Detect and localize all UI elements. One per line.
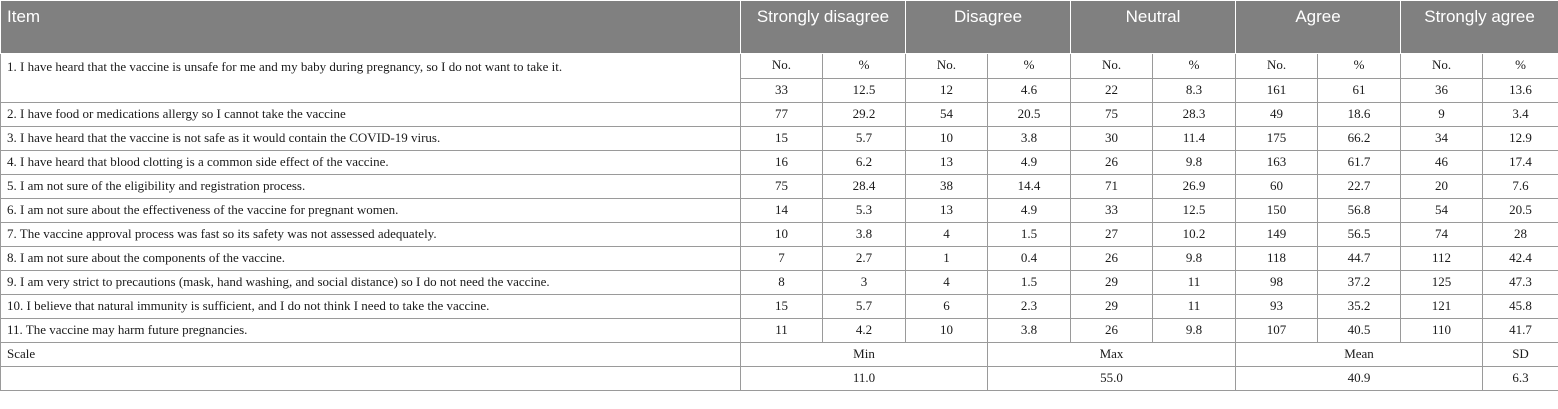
scale-value-row bbox=[1, 367, 1558, 391]
row-item-label: 5. I am not sure of the eligibility and registration process. bbox=[1, 175, 741, 199]
subheader-no: No. bbox=[1236, 54, 1318, 79]
header-row bbox=[1, 1, 1558, 54]
cell-value: 11 bbox=[1153, 295, 1236, 319]
cell-value: 110 bbox=[1401, 319, 1483, 343]
cell-value: 150 bbox=[1236, 199, 1318, 223]
cell-value: 37.2 bbox=[1318, 271, 1401, 295]
cell-value: 22 bbox=[1071, 78, 1153, 103]
cell-value: 36 bbox=[1401, 78, 1483, 103]
subheader-pct: % bbox=[823, 54, 906, 79]
cell-value: 28.4 bbox=[823, 175, 906, 199]
cell-value: 4.9 bbox=[988, 151, 1071, 175]
cell-value: 125 bbox=[1401, 271, 1483, 295]
cell-value: 38 bbox=[906, 175, 988, 199]
cell-value: 11 bbox=[1153, 271, 1236, 295]
cell-value: 15 bbox=[741, 295, 823, 319]
cell-value: 54 bbox=[906, 103, 988, 127]
cell-value: 6.2 bbox=[823, 151, 906, 175]
cell-value: 15 bbox=[741, 127, 823, 151]
cell-value: 77 bbox=[741, 103, 823, 127]
cell-value: 56.8 bbox=[1318, 199, 1401, 223]
cell-value: 4.6 bbox=[988, 78, 1071, 103]
scale-label: Scale bbox=[1, 343, 741, 367]
cell-value: 27 bbox=[1071, 223, 1153, 247]
cell-value: 45.8 bbox=[1483, 295, 1558, 319]
table-row bbox=[1, 199, 1558, 223]
row-item-label: 9. I am very strict to precautions (mask, hand washing, and social distance) so I do not need the vaccine. bbox=[1, 271, 741, 295]
cell-value: 20.5 bbox=[1483, 199, 1558, 223]
cell-value: 12.9 bbox=[1483, 127, 1558, 151]
cell-value: 28.3 bbox=[1153, 103, 1236, 127]
cell-value: 41.7 bbox=[1483, 319, 1558, 343]
cell-value: 12.5 bbox=[1153, 199, 1236, 223]
subheader-no: No. bbox=[906, 54, 988, 79]
cell-value: 163 bbox=[1236, 151, 1318, 175]
cell-value: 3.8 bbox=[988, 319, 1071, 343]
cell-value: 13 bbox=[906, 151, 988, 175]
table-row bbox=[1, 247, 1558, 271]
cell-value: 0.4 bbox=[988, 247, 1071, 271]
row-item-label: 6. I am not sure about the effectiveness of the vaccine for pregnant women. bbox=[1, 199, 741, 223]
cell-value: 2.3 bbox=[988, 295, 1071, 319]
cell-value: 7 bbox=[741, 247, 823, 271]
cell-value: 44.7 bbox=[1318, 247, 1401, 271]
cell-value: 93 bbox=[1236, 295, 1318, 319]
row-item-label: 3. I have heard that the vaccine is not safe as it would contain the COVID-19 virus. bbox=[1, 127, 741, 151]
cell-value: 74 bbox=[1401, 223, 1483, 247]
header-neutral: Neutral bbox=[1071, 1, 1236, 54]
cell-value: 121 bbox=[1401, 295, 1483, 319]
table-row bbox=[1, 295, 1558, 319]
cell-value: 161 bbox=[1236, 78, 1318, 103]
scale-mean-label: Mean bbox=[1236, 343, 1483, 367]
subheader-pct: % bbox=[1153, 54, 1236, 79]
scale-label-row bbox=[1, 343, 1558, 367]
cell-value: 9 bbox=[1401, 103, 1483, 127]
subheader-no: No. bbox=[1071, 54, 1153, 79]
subheader-no: No. bbox=[1401, 54, 1483, 79]
cell-value: 33 bbox=[1071, 199, 1153, 223]
cell-value: 5.3 bbox=[823, 199, 906, 223]
cell-value: 29 bbox=[1071, 295, 1153, 319]
cell-value: 2.7 bbox=[823, 247, 906, 271]
cell-value: 66.2 bbox=[1318, 127, 1401, 151]
cell-value: 10.2 bbox=[1153, 223, 1236, 247]
cell-value: 20 bbox=[1401, 175, 1483, 199]
cell-value: 14.4 bbox=[988, 175, 1071, 199]
cell-value: 61.7 bbox=[1318, 151, 1401, 175]
cell-value: 9.8 bbox=[1153, 247, 1236, 271]
cell-value: 107 bbox=[1236, 319, 1318, 343]
cell-value: 33 bbox=[741, 78, 823, 103]
subheader-pct: % bbox=[1483, 54, 1558, 79]
cell-value: 17.4 bbox=[1483, 151, 1558, 175]
cell-value: 54 bbox=[1401, 199, 1483, 223]
cell-value: 49 bbox=[1236, 103, 1318, 127]
cell-value: 118 bbox=[1236, 247, 1318, 271]
cell-value: 18.6 bbox=[1318, 103, 1401, 127]
scale-max-value: 55.0 bbox=[988, 367, 1236, 391]
cell-value: 1 bbox=[906, 247, 988, 271]
cell-value: 56.5 bbox=[1318, 223, 1401, 247]
cell-value: 71 bbox=[1071, 175, 1153, 199]
cell-value: 75 bbox=[741, 175, 823, 199]
row-item-label: 8. I am not sure about the components of the vaccine. bbox=[1, 247, 741, 271]
table-row bbox=[1, 175, 1558, 199]
cell-value: 75 bbox=[1071, 103, 1153, 127]
cell-value: 98 bbox=[1236, 271, 1318, 295]
cell-value: 29.2 bbox=[823, 103, 906, 127]
scale-min-value: 11.0 bbox=[741, 367, 988, 391]
cell-value: 7.6 bbox=[1483, 175, 1558, 199]
scale-max-label: Max bbox=[988, 343, 1236, 367]
cell-value: 29 bbox=[1071, 271, 1153, 295]
cell-value: 11 bbox=[741, 319, 823, 343]
cell-value: 16 bbox=[741, 151, 823, 175]
table-row bbox=[1, 151, 1558, 175]
cell-value: 1.5 bbox=[988, 271, 1071, 295]
cell-value: 8 bbox=[741, 271, 823, 295]
table-row bbox=[1, 271, 1558, 295]
table-row bbox=[1, 319, 1558, 343]
cell-value: 10 bbox=[906, 127, 988, 151]
scale-mean-value: 40.9 bbox=[1236, 367, 1483, 391]
cell-value: 22.7 bbox=[1318, 175, 1401, 199]
cell-value: 34 bbox=[1401, 127, 1483, 151]
cell-value: 3 bbox=[823, 271, 906, 295]
cell-value: 14 bbox=[741, 199, 823, 223]
cell-value: 30 bbox=[1071, 127, 1153, 151]
subheader-no: No. bbox=[741, 54, 823, 79]
cell-value: 12.5 bbox=[823, 78, 906, 103]
subheader-pct: % bbox=[1318, 54, 1401, 79]
subheader-pct: % bbox=[988, 54, 1071, 79]
header-strongly-disagree: Strongly disagree bbox=[741, 1, 906, 54]
cell-value: 6 bbox=[906, 295, 988, 319]
cell-value: 35.2 bbox=[1318, 295, 1401, 319]
cell-value: 8.3 bbox=[1153, 78, 1236, 103]
scale-min-label: Min bbox=[741, 343, 988, 367]
cell-value: 4.2 bbox=[823, 319, 906, 343]
cell-value: 10 bbox=[741, 223, 823, 247]
cell-value: 20.5 bbox=[988, 103, 1071, 127]
cell-value: 46 bbox=[1401, 151, 1483, 175]
cell-value: 5.7 bbox=[823, 127, 906, 151]
row-item-label: 2. I have food or medications allergy so I cannot take the vaccine bbox=[1, 103, 741, 127]
cell-value: 10 bbox=[906, 319, 988, 343]
row-item-label: 11. The vaccine may harm future pregnancies. bbox=[1, 319, 741, 343]
cell-value: 28 bbox=[1483, 223, 1558, 247]
cell-value: 112 bbox=[1401, 247, 1483, 271]
table-row bbox=[1, 103, 1558, 127]
cell-value: 3.4 bbox=[1483, 103, 1558, 127]
table-row bbox=[1, 127, 1558, 151]
cell-value: 60 bbox=[1236, 175, 1318, 199]
cell-value: 26.9 bbox=[1153, 175, 1236, 199]
cell-value: 26 bbox=[1071, 247, 1153, 271]
cell-value: 26 bbox=[1071, 151, 1153, 175]
header-agree: Agree bbox=[1236, 1, 1401, 54]
cell-value: 12 bbox=[906, 78, 988, 103]
cell-value: 11.4 bbox=[1153, 127, 1236, 151]
row-item-label: 10. I believe that natural immunity is sufficient, and I do not think I need to take the vaccine. bbox=[1, 295, 741, 319]
cell-value: 149 bbox=[1236, 223, 1318, 247]
cell-value: 61 bbox=[1318, 78, 1401, 103]
header-item: Item bbox=[1, 1, 741, 54]
cell-value: 1.5 bbox=[988, 223, 1071, 247]
cell-value: 5.7 bbox=[823, 295, 906, 319]
cell-value: 4 bbox=[906, 271, 988, 295]
cell-value: 3.8 bbox=[988, 127, 1071, 151]
cell-value: 4 bbox=[906, 223, 988, 247]
table-row bbox=[1, 54, 1558, 79]
cell-value: 13 bbox=[906, 199, 988, 223]
cell-value: 3.8 bbox=[823, 223, 906, 247]
row-item-label: 7. The vaccine approval process was fast so its safety was not assessed adequately. bbox=[1, 223, 741, 247]
cell-value: 40.5 bbox=[1318, 319, 1401, 343]
cell-value: 47.3 bbox=[1483, 271, 1558, 295]
scale-sd-label: SD bbox=[1483, 343, 1558, 367]
header-strongly-agree: Strongly agree bbox=[1401, 1, 1558, 54]
cell-value: 175 bbox=[1236, 127, 1318, 151]
cell-value: 9.8 bbox=[1153, 151, 1236, 175]
header-disagree: Disagree bbox=[906, 1, 1071, 54]
scale-empty-cell bbox=[1, 367, 741, 391]
cell-value: 26 bbox=[1071, 319, 1153, 343]
cell-value: 9.8 bbox=[1153, 319, 1236, 343]
row-item-label: 4. I have heard that blood clotting is a common side effect of the vaccine. bbox=[1, 151, 741, 175]
cell-value: 42.4 bbox=[1483, 247, 1558, 271]
scale-sd-value: 6.3 bbox=[1483, 367, 1558, 391]
cell-value: 13.6 bbox=[1483, 78, 1558, 103]
row-item-label: 1. I have heard that the vaccine is unsafe for me and my baby during pregnancy, so I do not want to take it. bbox=[1, 54, 741, 103]
table-row bbox=[1, 223, 1558, 247]
cell-value: 4.9 bbox=[988, 199, 1071, 223]
